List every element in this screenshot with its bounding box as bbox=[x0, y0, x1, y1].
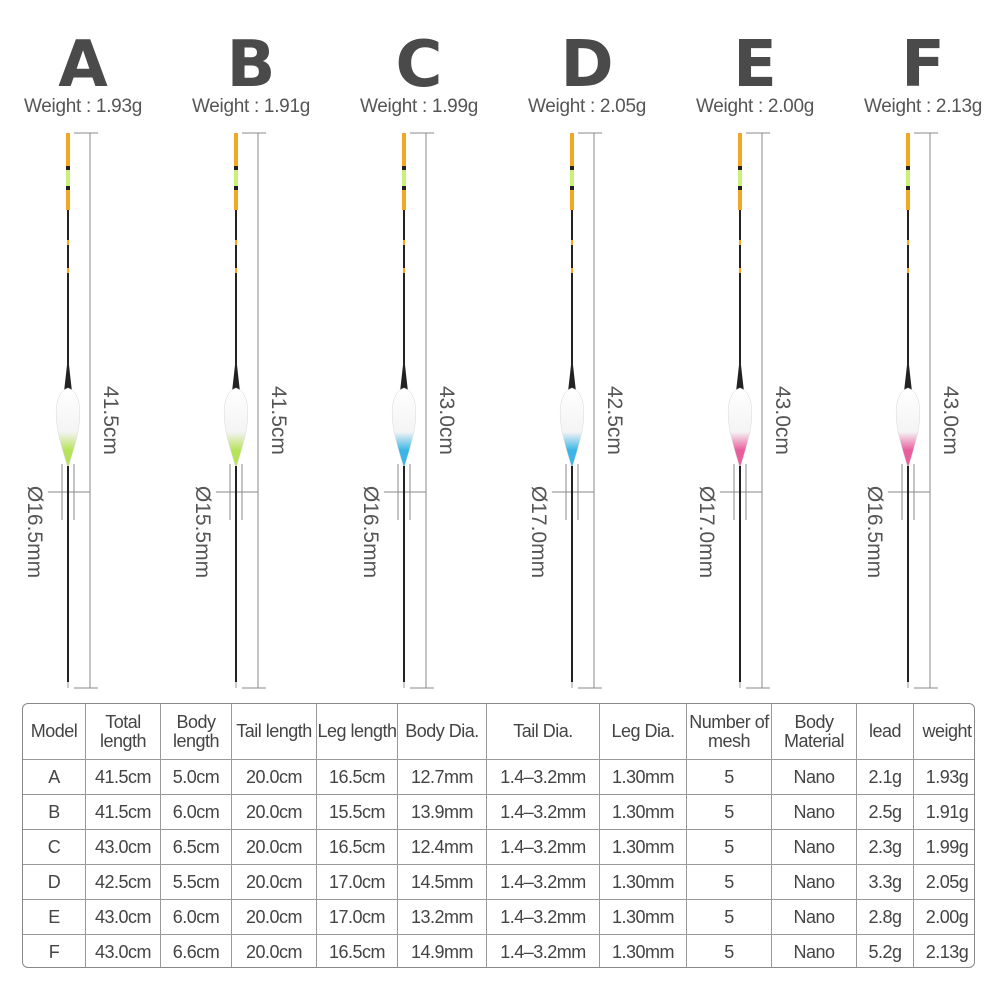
float-column-e bbox=[672, 0, 838, 700]
cell-lead: 2.1g bbox=[857, 760, 914, 795]
cell-body-dia: 13.2mm bbox=[398, 900, 487, 935]
cell-body-material: Nano bbox=[772, 830, 857, 865]
cell-body-dia: 14.5mm bbox=[398, 865, 487, 900]
cell-leg-dia: 1.30mm bbox=[600, 900, 687, 935]
length-label: 42.5cm bbox=[603, 386, 626, 455]
cell-leg-length: 15.5cm bbox=[317, 795, 398, 830]
float-drawing bbox=[840, 0, 1000, 700]
float-body bbox=[56, 388, 80, 468]
cell-leg-length: 16.5cm bbox=[317, 830, 398, 865]
cell-tail-dia: 1.4–3.2mm bbox=[487, 900, 600, 935]
header-model: Model bbox=[23, 704, 86, 760]
model-letter: C bbox=[395, 28, 443, 102]
cell-weight: 2.00g bbox=[914, 900, 976, 935]
float-column-b bbox=[168, 0, 334, 700]
float-body bbox=[896, 388, 920, 468]
cell-body-dia: 14.9mm bbox=[398, 935, 487, 969]
antenna-orange-segment bbox=[738, 133, 742, 166]
cell-model: A bbox=[23, 760, 86, 795]
antenna-mark bbox=[739, 240, 741, 245]
leg-tip bbox=[67, 682, 69, 688]
cell-tail-length: 20.0cm bbox=[232, 865, 317, 900]
length-label: 43.0cm bbox=[939, 386, 962, 455]
float-body bbox=[224, 388, 248, 468]
antenna-mark bbox=[571, 240, 573, 245]
antenna-orange-segment bbox=[66, 133, 70, 166]
cell-model: F bbox=[23, 935, 86, 969]
cell-body-material: Nano bbox=[772, 935, 857, 969]
antenna-green-segment bbox=[234, 170, 238, 186]
cell-tail-dia: 1.4–3.2mm bbox=[487, 795, 600, 830]
float-column-d bbox=[504, 0, 670, 700]
length-label: 41.5cm bbox=[99, 386, 122, 455]
antenna-green-segment bbox=[738, 170, 742, 186]
weight-label: Weight : 1.93g bbox=[24, 96, 142, 117]
weight-label: Weight : 1.99g bbox=[360, 96, 478, 117]
weight-label: Weight : 1.91g bbox=[192, 96, 310, 117]
float-leg bbox=[235, 466, 237, 688]
antenna-mark bbox=[235, 240, 237, 245]
float-leg bbox=[739, 466, 741, 688]
length-label: 43.0cm bbox=[435, 386, 458, 455]
header-body-dia: Body Dia. bbox=[398, 704, 487, 760]
cell-leg-length: 17.0cm bbox=[317, 900, 398, 935]
cell-tail-length: 20.0cm bbox=[232, 830, 317, 865]
model-letter: B bbox=[226, 28, 276, 102]
float-drawing bbox=[0, 0, 166, 700]
float-leg bbox=[571, 466, 573, 688]
antenna-mark bbox=[235, 268, 237, 273]
float-leg bbox=[403, 466, 405, 688]
header-tail-length: Tail length bbox=[232, 704, 317, 760]
antenna-green-segment bbox=[906, 170, 910, 186]
cell-weight: 1.99g bbox=[914, 830, 976, 865]
antenna-orange-segment bbox=[738, 190, 742, 210]
cell-number-of-mesh: 5 bbox=[687, 830, 772, 865]
float-body bbox=[560, 388, 584, 468]
antenna-black-band bbox=[906, 166, 910, 170]
float-body bbox=[392, 388, 416, 468]
cell-total-length: 42.5cm bbox=[86, 865, 161, 900]
cell-leg-dia: 1.30mm bbox=[600, 795, 687, 830]
cell-body-material: Nano bbox=[772, 865, 857, 900]
cell-lead: 3.3g bbox=[857, 865, 914, 900]
antenna-black-band bbox=[402, 186, 406, 190]
antenna-mark bbox=[571, 268, 573, 273]
cell-tail-length: 20.0cm bbox=[232, 795, 317, 830]
float-column-c bbox=[336, 0, 502, 700]
float-column-f bbox=[840, 0, 1000, 700]
spec-table bbox=[22, 703, 975, 968]
table-row bbox=[23, 935, 975, 969]
cell-leg-dia: 1.30mm bbox=[600, 830, 687, 865]
header-body-length: Body length bbox=[161, 704, 232, 760]
antenna-orange-segment bbox=[234, 133, 238, 166]
length-label: 41.5cm bbox=[267, 386, 290, 455]
antenna-green-segment bbox=[402, 170, 406, 186]
cell-number-of-mesh: 5 bbox=[687, 760, 772, 795]
antenna-orange-segment bbox=[234, 190, 238, 210]
antenna-black-band bbox=[738, 186, 742, 190]
cell-total-length: 43.0cm bbox=[86, 830, 161, 865]
cell-weight: 2.13g bbox=[914, 935, 976, 969]
antenna-black-band bbox=[234, 166, 238, 170]
model-letter: E bbox=[733, 28, 777, 102]
cell-lead: 2.5g bbox=[857, 795, 914, 830]
diameter-label: Ø16.5mm bbox=[359, 485, 382, 579]
cell-body-material: Nano bbox=[772, 760, 857, 795]
antenna-orange-segment bbox=[570, 133, 574, 166]
antenna-stem bbox=[67, 210, 69, 370]
header-weight: weight bbox=[914, 704, 976, 760]
antenna-orange-segment bbox=[570, 190, 574, 210]
leg-tip bbox=[571, 682, 573, 688]
diameter-label: Ø15.5mm bbox=[191, 485, 214, 579]
cell-weight: 1.93g bbox=[914, 760, 976, 795]
cell-number-of-mesh: 5 bbox=[687, 935, 772, 969]
leg-tip bbox=[403, 682, 405, 688]
cell-lead: 5.2g bbox=[857, 935, 914, 969]
leg-tip bbox=[907, 682, 909, 688]
float-body bbox=[728, 388, 752, 468]
model-letter: A bbox=[58, 28, 108, 102]
cell-total-length: 41.5cm bbox=[86, 760, 161, 795]
header-leg-length: Leg length bbox=[317, 704, 398, 760]
cell-leg-length: 17.0cm bbox=[317, 865, 398, 900]
model-letter: F bbox=[901, 28, 945, 102]
weight-label: Weight : 2.13g bbox=[864, 96, 982, 117]
cell-body-material: Nano bbox=[772, 900, 857, 935]
antenna-mark bbox=[67, 268, 69, 273]
cell-total-length: 43.0cm bbox=[86, 935, 161, 969]
diameter-label: Ø17.0mm bbox=[527, 485, 550, 579]
cell-total-length: 41.5cm bbox=[86, 795, 161, 830]
cell-body-length: 6.6cm bbox=[161, 935, 232, 969]
antenna-black-band bbox=[66, 186, 70, 190]
antenna-green-segment bbox=[570, 170, 574, 186]
antenna-black-band bbox=[66, 166, 70, 170]
antenna-stem bbox=[571, 210, 573, 370]
table-body bbox=[23, 760, 975, 969]
cell-body-length: 5.5cm bbox=[161, 865, 232, 900]
length-label: 43.0cm bbox=[771, 386, 794, 455]
cell-tail-dia: 1.4–3.2mm bbox=[487, 865, 600, 900]
antenna-black-band bbox=[570, 186, 574, 190]
cell-leg-length: 16.5cm bbox=[317, 935, 398, 969]
float-drawing bbox=[336, 0, 502, 700]
antenna-mark bbox=[907, 268, 909, 273]
cell-body-length: 6.0cm bbox=[161, 900, 232, 935]
cell-tail-dia: 1.4–3.2mm bbox=[487, 830, 600, 865]
cell-leg-dia: 1.30mm bbox=[600, 760, 687, 795]
header-body-material: Body Material bbox=[772, 704, 857, 760]
cell-body-material: Nano bbox=[772, 795, 857, 830]
table-row bbox=[23, 795, 975, 830]
table-row bbox=[23, 760, 975, 795]
antenna-mark bbox=[403, 240, 405, 245]
table-header-row bbox=[23, 704, 975, 760]
antenna-green-segment bbox=[66, 170, 70, 186]
header-number-of-mesh: Number of mesh bbox=[687, 704, 772, 760]
header-leg-dia: Leg Dia. bbox=[600, 704, 687, 760]
antenna-orange-segment bbox=[66, 190, 70, 210]
header-total-length: Total length bbox=[86, 704, 161, 760]
antenna-mark bbox=[907, 240, 909, 245]
cell-tail-length: 20.0cm bbox=[232, 900, 317, 935]
antenna-orange-segment bbox=[402, 133, 406, 166]
antenna-orange-segment bbox=[402, 190, 406, 210]
cell-leg-dia: 1.30mm bbox=[600, 935, 687, 969]
header-tail-dia: Tail Dia. bbox=[487, 704, 600, 760]
antenna-stem bbox=[739, 210, 741, 370]
leg-tip bbox=[235, 682, 237, 688]
cell-number-of-mesh: 5 bbox=[687, 795, 772, 830]
model-letter: D bbox=[560, 28, 614, 102]
cell-lead: 2.3g bbox=[857, 830, 914, 865]
table-row bbox=[23, 830, 975, 865]
float-drawing bbox=[168, 0, 334, 700]
antenna-black-band bbox=[234, 186, 238, 190]
cell-body-dia: 12.4mm bbox=[398, 830, 487, 865]
diameter-label: Ø16.5mm bbox=[863, 485, 886, 579]
cell-model: B bbox=[23, 795, 86, 830]
table-row bbox=[23, 865, 975, 900]
weight-label: Weight : 2.05g bbox=[528, 96, 646, 117]
float-leg bbox=[907, 466, 909, 688]
cell-body-dia: 13.9mm bbox=[398, 795, 487, 830]
cell-model: D bbox=[23, 865, 86, 900]
cell-number-of-mesh: 5 bbox=[687, 865, 772, 900]
cell-number-of-mesh: 5 bbox=[687, 900, 772, 935]
cell-tail-length: 20.0cm bbox=[232, 760, 317, 795]
antenna-orange-segment bbox=[906, 133, 910, 166]
cell-weight: 1.91g bbox=[914, 795, 976, 830]
cell-body-dia: 12.7mm bbox=[398, 760, 487, 795]
cell-model: E bbox=[23, 900, 86, 935]
cell-body-length: 6.5cm bbox=[161, 830, 232, 865]
float-column-a bbox=[0, 0, 166, 700]
cell-lead: 2.8g bbox=[857, 900, 914, 935]
cell-weight: 2.05g bbox=[914, 865, 976, 900]
antenna-stem bbox=[235, 210, 237, 370]
float-drawing bbox=[672, 0, 838, 700]
leg-tip bbox=[739, 682, 741, 688]
cell-tail-dia: 1.4–3.2mm bbox=[487, 760, 600, 795]
diameter-label: Ø16.5mm bbox=[23, 485, 46, 579]
float-drawing bbox=[504, 0, 670, 700]
cell-body-length: 6.0cm bbox=[161, 795, 232, 830]
cell-leg-length: 16.5cm bbox=[317, 760, 398, 795]
cell-tail-dia: 1.4–3.2mm bbox=[487, 935, 600, 969]
antenna-mark bbox=[403, 268, 405, 273]
cell-total-length: 43.0cm bbox=[86, 900, 161, 935]
antenna-mark bbox=[739, 268, 741, 273]
cell-tail-length: 20.0cm bbox=[232, 935, 317, 969]
antenna-black-band bbox=[738, 166, 742, 170]
diameter-label: Ø17.0mm bbox=[695, 485, 718, 579]
antenna-black-band bbox=[570, 166, 574, 170]
antenna-stem bbox=[403, 210, 405, 370]
antenna-black-band bbox=[906, 186, 910, 190]
cell-model: C bbox=[23, 830, 86, 865]
cell-leg-dia: 1.30mm bbox=[600, 865, 687, 900]
table-row bbox=[23, 900, 975, 935]
float-leg bbox=[67, 466, 69, 688]
antenna-orange-segment bbox=[906, 190, 910, 210]
header-lead: lead bbox=[857, 704, 914, 760]
antenna-mark bbox=[67, 240, 69, 245]
antenna-black-band bbox=[402, 166, 406, 170]
cell-body-length: 5.0cm bbox=[161, 760, 232, 795]
weight-label: Weight : 2.00g bbox=[696, 96, 814, 117]
antenna-stem bbox=[907, 210, 909, 370]
